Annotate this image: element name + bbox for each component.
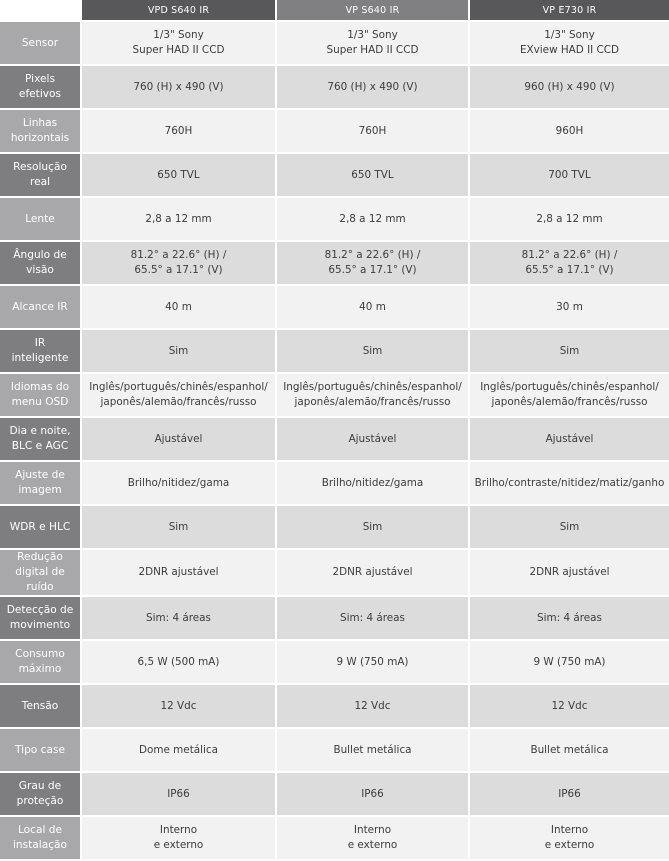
row-label: Lente (0, 198, 80, 240)
row-label: Alcance IR (0, 286, 80, 328)
table-row (0, 462, 669, 504)
table-row (0, 597, 669, 639)
table-cell: 40 m (82, 286, 275, 328)
table-row (0, 330, 669, 372)
table-cell: Brilho/nitidez/gama (277, 462, 468, 504)
table-cell: 760 (H) x 490 (V) (82, 66, 275, 108)
row-label: Detecção de movimento (0, 597, 80, 639)
table-cell: 2DNR ajustável (82, 550, 275, 595)
table-cell: 960 (H) x 490 (V) (470, 66, 669, 108)
table-cell: 760 (H) x 490 (V) (277, 66, 468, 108)
table-cell: 2DNR ajustável (277, 550, 468, 595)
table-cell: Interno e externo (277, 817, 468, 859)
table-cell: 760H (277, 110, 468, 152)
table-cell: 9 W (750 mA) (470, 641, 669, 683)
header-corner (0, 0, 80, 20)
table-cell: 1/3" Sony EXview HAD II CCD (470, 22, 669, 64)
table-row (0, 242, 669, 284)
row-label: Idiomas do menu OSD (0, 374, 80, 416)
row-label: Linhas horizontais (0, 110, 80, 152)
row-label: Redução digital de ruído (0, 550, 80, 595)
table-cell: Inglês/português/chinês/espanhol/ japonês/alemão/francês/russo (277, 374, 468, 416)
table-cell: Sim (470, 506, 669, 548)
table-cell: 12 Vdc (277, 685, 468, 727)
row-label: Consumo máximo (0, 641, 80, 683)
table-cell: Sim (277, 330, 468, 372)
table-cell: Ajustável (277, 418, 468, 460)
table-cell: Sim (82, 506, 275, 548)
table-cell: Brilho/nitidez/gama (82, 462, 275, 504)
table-cell: IP66 (277, 773, 468, 815)
table-row (0, 641, 669, 683)
table-cell: Inglês/português/chinês/espanhol/ japonês/alemão/francês/russo (82, 374, 275, 416)
table-cell: 960H (470, 110, 669, 152)
table-cell: 1/3" Sony Super HAD II CCD (277, 22, 468, 64)
table-row (0, 506, 669, 548)
table-cell: 9 W (750 mA) (277, 641, 468, 683)
table-cell: 650 TVL (277, 154, 468, 196)
table-cell: Sim: 4 áreas (82, 597, 275, 639)
table-cell: IP66 (470, 773, 669, 815)
column-header-vp-e730-ir: VP E730 IR (470, 0, 669, 20)
table-cell: 760H (82, 110, 275, 152)
column-header-vpd-s640-ir: VPD S640 IR (82, 0, 275, 20)
table-cell: 81.2° a 22.6° (H) / 65.5° a 17.1° (V) (470, 242, 669, 284)
table-cell: 40 m (277, 286, 468, 328)
row-label: WDR e HLC (0, 506, 80, 548)
table-row (0, 817, 669, 859)
table-cell: 2DNR ajustável (470, 550, 669, 595)
table-cell: Bullet metálica (470, 729, 669, 771)
row-label: IR inteligente (0, 330, 80, 372)
table-cell: 81.2° a 22.6° (H) / 65.5° a 17.1° (V) (277, 242, 468, 284)
table-cell: Bullet metálica (277, 729, 468, 771)
table-cell: 2,8 a 12 mm (470, 198, 669, 240)
table-cell: Interno e externo (470, 817, 669, 859)
table-cell: Ajustável (82, 418, 275, 460)
table-row (0, 418, 669, 460)
table-row (0, 374, 669, 416)
row-label: Local de instalação (0, 817, 80, 859)
spec-table-body (0, 22, 669, 859)
table-cell: 650 TVL (82, 154, 275, 196)
table-cell: 30 m (470, 286, 669, 328)
table-cell: 12 Vdc (470, 685, 669, 727)
row-label: Sensor (0, 22, 80, 64)
table-cell: 2,8 a 12 mm (82, 198, 275, 240)
table-cell: Sim (277, 506, 468, 548)
table-row (0, 22, 669, 64)
table-row (0, 198, 669, 240)
table-cell: Sim (470, 330, 669, 372)
table-cell: Dome metálica (82, 729, 275, 771)
row-label: Ajuste de imagem (0, 462, 80, 504)
table-cell: 1/3" Sony Super HAD II CCD (82, 22, 275, 64)
row-label: Tipo case (0, 729, 80, 771)
table-cell: Ajustável (470, 418, 669, 460)
table-cell: Sim (82, 330, 275, 372)
table-cell: Brilho/contraste/nitidez/matiz/ganho (470, 462, 669, 504)
table-cell: Inglês/português/chinês/espanhol/ japonês/alemão/francês/russo (470, 374, 669, 416)
row-label: Pixels efetivos (0, 66, 80, 108)
table-row (0, 729, 669, 771)
row-label: Ângulo de visão (0, 242, 80, 284)
table-cell: 6,5 W (500 mA) (82, 641, 275, 683)
table-row (0, 550, 669, 595)
row-label: Tensão (0, 685, 80, 727)
row-label: Grau de proteção (0, 773, 80, 815)
table-cell: Interno e externo (82, 817, 275, 859)
table-row (0, 110, 669, 152)
table-row (0, 685, 669, 727)
table-cell: 2,8 a 12 mm (277, 198, 468, 240)
header-row (0, 0, 669, 20)
table-row (0, 773, 669, 815)
column-header-vp-s640-ir: VP S640 IR (277, 0, 468, 20)
table-row (0, 154, 669, 196)
table-row (0, 66, 669, 108)
table-cell: 700 TVL (470, 154, 669, 196)
table-row (0, 286, 669, 328)
table-cell: 81.2° a 22.6° (H) / 65.5° a 17.1° (V) (82, 242, 275, 284)
row-label: Resolução real (0, 154, 80, 196)
row-label: Dia e noite, BLC e AGC (0, 418, 80, 460)
table-cell: IP66 (82, 773, 275, 815)
table-cell: Sim: 4 áreas (277, 597, 468, 639)
table-cell: 12 Vdc (82, 685, 275, 727)
table-cell: Sim: 4 áreas (470, 597, 669, 639)
